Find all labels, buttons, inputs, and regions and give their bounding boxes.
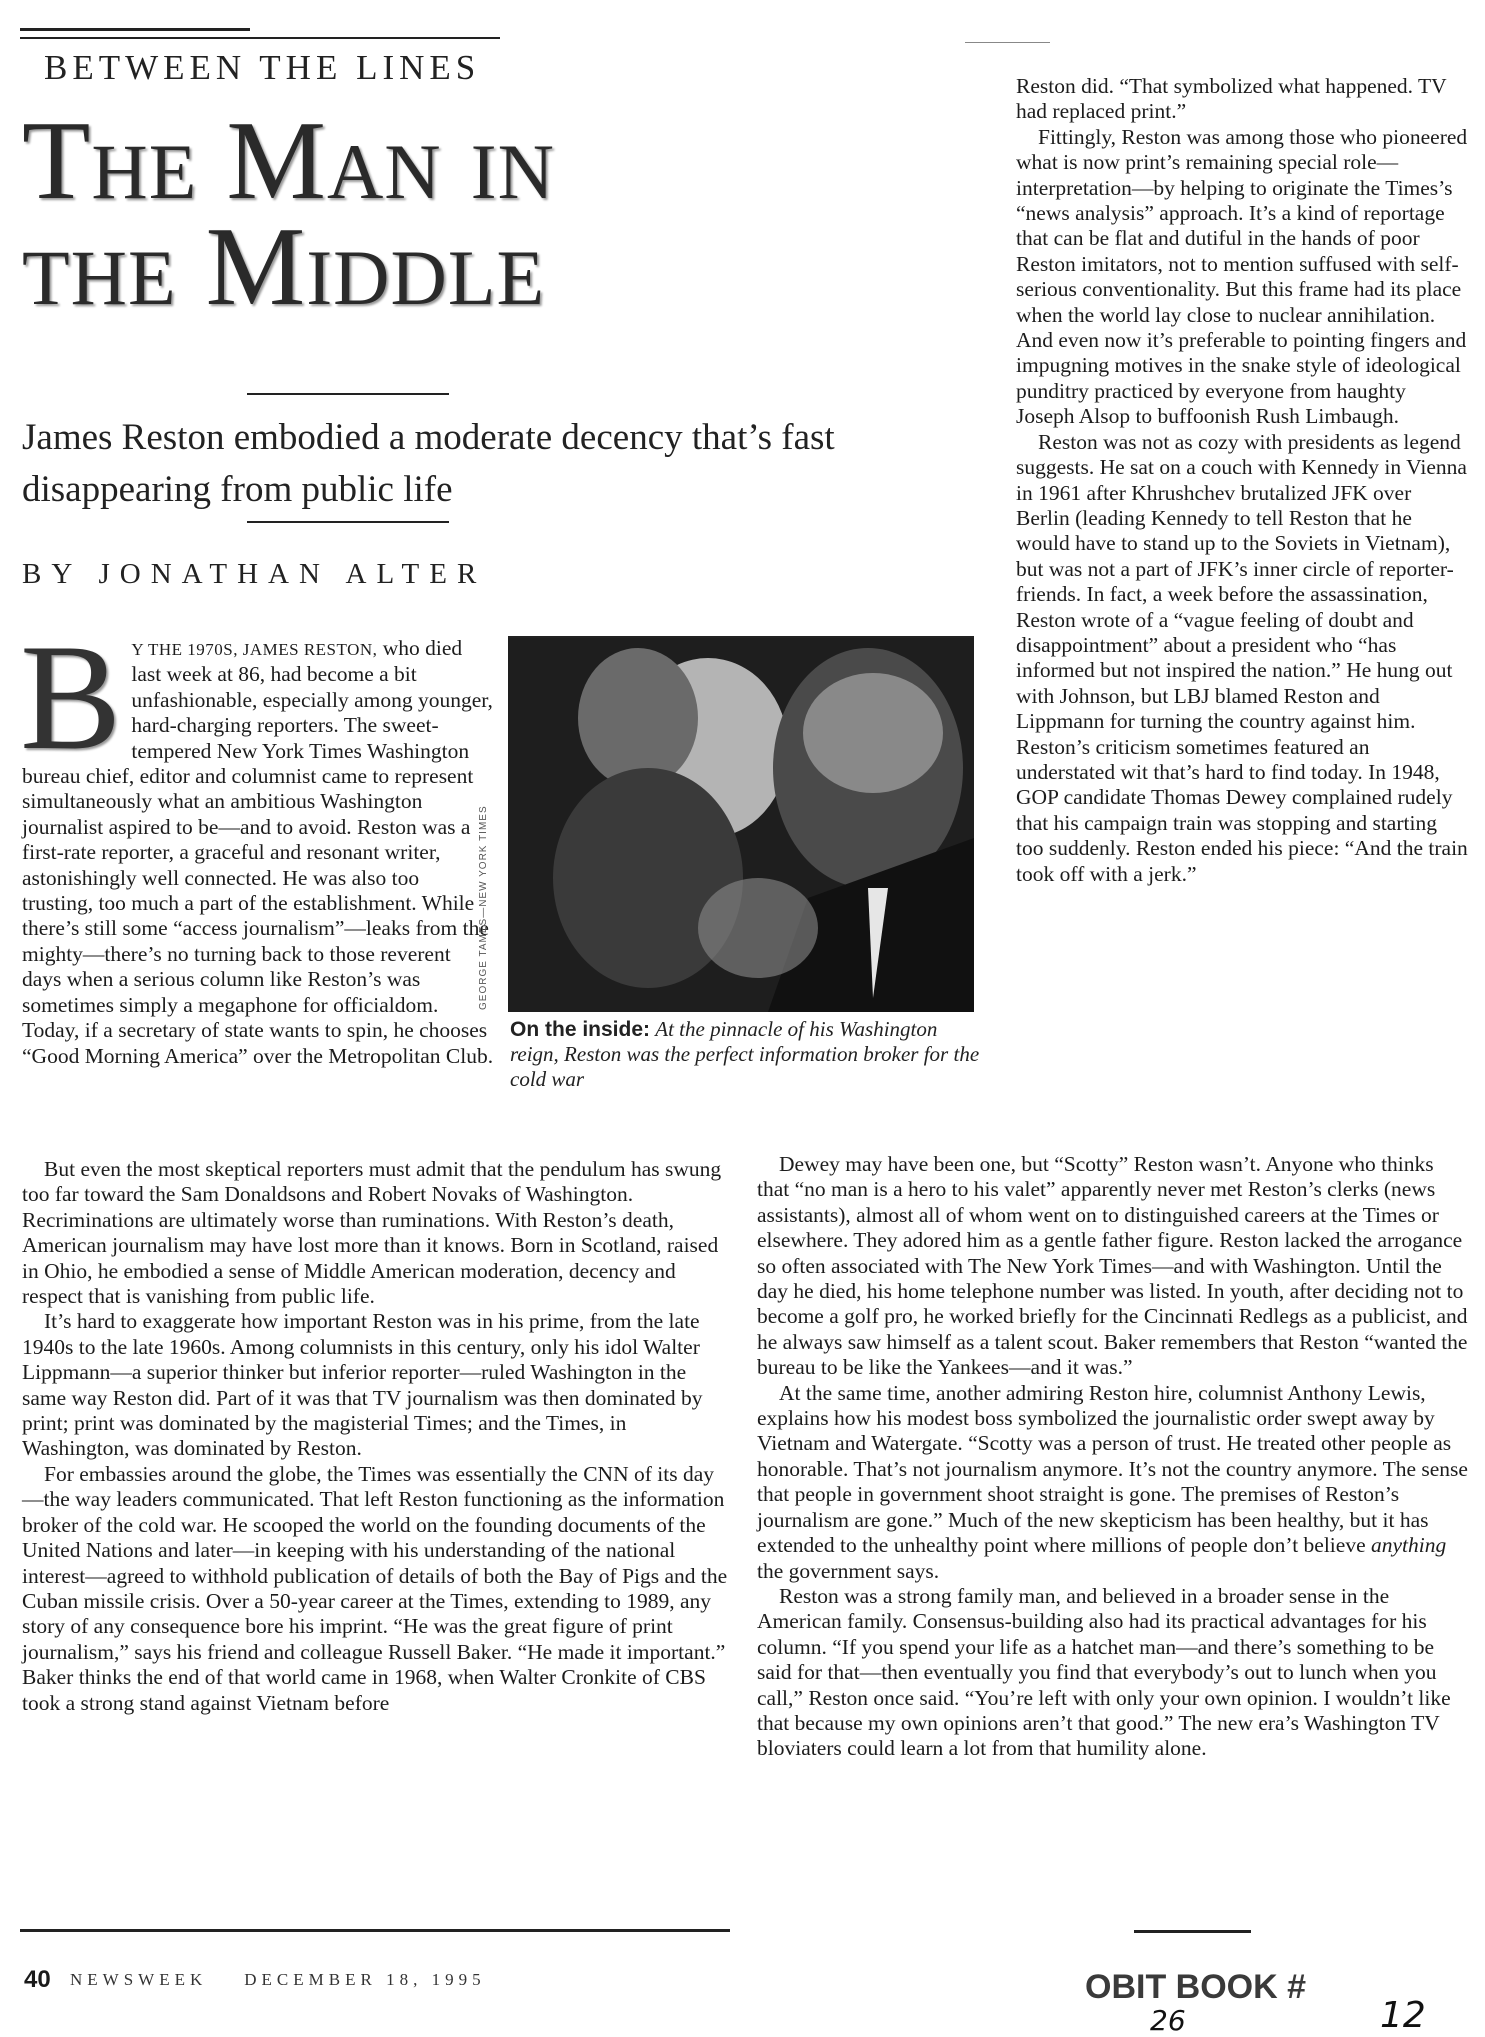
top-rule-right	[965, 42, 1050, 43]
article-column-left-lower	[22, 1157, 734, 1716]
photo-credit: GEORGE TAMES—NEW YORK TIMES	[478, 805, 489, 1010]
lead-paragraph	[20, 613, 494, 1069]
section-kicker: BETWEEN THE LINES	[44, 48, 481, 87]
paragraph: Reston was not as cozy with presidents as legend suggests. He sat on a couch with Kennedy in Vienna in 1961 after Khrushchev brutalized JFK over Berlin (leading Kennedy to tell Reston that he would have to stand up to the Soviets in Vietnam), but was not a part of JFK’s inner circle of reporter-friends. In fact, a week before the assassination, Reston wrote of a “vague feeling of doubt and disappointment” about a president who “has informed but not inspired the nation.” He hung out with Johnson, but LBJ blamed Reston and Lippmann for turning the country against him. Reston’s criticism sometimes featured an understated wit that’s hard to find today. In 1948, GOP candidate Thomas Dewey complained rudely that his campaign train was stopping and starting too suddenly. Reston ended his piece: “And the train took off with a jerk.”	[1016, 429, 1468, 886]
paragraph: Reston did. “That symbolized what happened. TV had replaced print.”	[1016, 74, 1447, 124]
photo-reston-icon	[508, 638, 974, 1012]
obit-book-stamp: OBIT BOOK #	[1085, 1968, 1307, 2006]
article-column-left	[20, 613, 494, 1069]
lead-smallcaps: Y THE 1970S, JAMES RESTON,	[131, 640, 378, 659]
paragraph: For embassies around the globe, the Times was essentially the CNN of its day—the way leaders communicated. That left Reston functioning as the information broker of the cold war. He scooped the world on the founding documents of the United Nations and later—in keeping with his understanding of the national interest—agreed to withhold publication of details of both the Bay of Pigs and the Cuban missile crisis. Over a 50-year career at the Times, extending to 1989, any story of any consequence bore his imprint. “He was the great figure of print journalism,” says his friend and colleague Russell Baker. “He made it important.” Baker thinks the end of that world came in 1968, when Walter Cronkite of CBS took a strong stand against Vietnam before	[22, 1461, 728, 1715]
deck-rule-top	[247, 393, 449, 395]
paragraph: But even the most skeptical reporters must admit that the pendulum has swung too far toward the Sam Donaldsons and Robert Novaks of Washington. Recriminations are ultimately worse than ruminations. With Reston’s death, American journalism may have lost more than it knows. Born in Scotland, raised in Ohio, he embodied a sense of Middle American moderation, decency and respect that is vanishing from public life.	[22, 1157, 722, 1309]
paragraph: It’s hard to exaggerate how important Reston was in his prime, from the late 1940s to the late 1960s. Among columnists in this century, only his idol Walter Lippmann—a superior thinker but inferior reporter—ruled Washington in the same way Reston did. Part of it was that TV journalism was then dominated by print; print was dominated by the magisterial Times; and the Times, in Washington, was dominated by Reston.	[22, 1309, 703, 1461]
issue-date: DECEMBER 18, 1995	[244, 1970, 486, 1989]
bottom-rule-left	[20, 1929, 730, 1932]
handwritten-page-number: 12	[1380, 1995, 1426, 2036]
headline-line-1: The Man in	[22, 99, 555, 223]
article-column-middle-right	[757, 1152, 1469, 1762]
article-column-right	[1016, 74, 1468, 887]
footer-magazine	[70, 1970, 486, 1990]
deck-rule-bottom	[247, 521, 449, 523]
byline: BY JONATHAN ALTER	[22, 558, 487, 590]
article-photo	[508, 636, 974, 1012]
paragraph-text: who died last week at 86, had become a bit unfashionable, especially among younger, hard-charging reporters. The sweet-tempered New York Times Washington bureau chief, editor and columnist came to represent simultaneously what an ambitious Washington journalist aspired to be—and to avoid. Reston was a first-rate reporter, a graceful and resonant writer, astonishingly well connected. He was also too trusting, too much a part of the establishment. While there’s still some “access journalism”—leaks from the mighty—there’s no turning back to those reverent days when a serious column like Reston’s was sometimes simply a megaphone for officialdom. Today, if a secretary of state wants to spin, he chooses “Good Morning America” over the Metropolitan Club.	[22, 636, 494, 1068]
drop-cap: B	[20, 613, 122, 781]
caption-text: At the pinnacle of his Washington reign, Reston was the perfect information broker for the cold war	[510, 1017, 980, 1091]
paragraph: Reston was a strong family man, and believed in a broader sense in the American family. Consensus-building also had its practical advantages for his column. “If you spend your life as a hatchet man—and there’s something to be said for that—then eventually you find that everybody’s out to lunch when you call,” Reston once said. “You’re left with only your own opinion. I wouldn’t like that because my own opinions aren’t that good.” The new era’s Washington TV bloviaters could learn a lot from that humility alone.	[757, 1583, 1451, 1761]
paragraph: At the same time, another admiring Reston hire, columnist Anthony Lewis, explains how his modest boss symbolized the journalistic order swept away by Vietnam and Watergate. “Scotty was a person of trust. He treated other people as honorable. That’s not journalism anymore. It’s not the country anymore. The sense that people in government shoot straight is gone. The premises of Reston’s journalism are gone.” Much of the new skepticism has been healthy, but it has extended to the unhealthy point where millions of people don’t believe anything the government says.	[757, 1380, 1468, 1583]
handwritten-book-number: 26	[1150, 2004, 1186, 2037]
page-number: 40	[24, 1966, 51, 1993]
paragraph: Fittingly, Reston was among those who pioneered what is now print’s remaining special role—interpretation—by helping to originate the Times’s “news analysis” approach. It’s a kind of reportage that can be flat and dutiful in the hands of poor Reston imitators, not to mention suffused with self-serious conventionality. But this frame had its place when the world lay close to nuclear annihilation. And even now it’s preferable to pointing fingers and impugning motives in the snake style of ideological punditry practiced by everyone from haughty Joseph Alsop to buffoonish Rush Limbaugh.	[1016, 124, 1468, 429]
headline	[22, 99, 555, 329]
headline-line-2: the Middle	[22, 205, 546, 329]
photo-caption	[510, 1017, 980, 1092]
top-rule-long	[20, 37, 500, 39]
top-rule-short	[20, 28, 250, 31]
paragraph: Dewey may have been one, but “Scotty” Reston wasn’t. Anyone who thinks that “no man is a hero to his valet” apparently never met Reston’s clerks (news assistants), almost all of whom went on to distinguished careers at the Times or elsewhere. They adored him as a gentle father figure. Reston lacked the arrogance so often associated with The New York Times—and with Washington. Until the day he died, his home telephone number was listed. In youth, after deciding not to become a golf pro, he worked briefly for the Cincinnati Redlegs as a publicist, and he always saw himself as a talent scout. Baker remembers that Reston “wanted the bureau to be like the Yankees—and it was.”	[757, 1152, 1468, 1380]
end-rule-right	[1134, 1930, 1251, 1933]
caption-lead: On the inside:	[510, 1018, 651, 1041]
emphasis: anything	[1371, 1533, 1447, 1558]
deck: James Reston embodied a moderate decency that’s fast disappearing from public life	[22, 417, 835, 510]
magazine-name: NEWSWEEK	[70, 1970, 208, 1989]
